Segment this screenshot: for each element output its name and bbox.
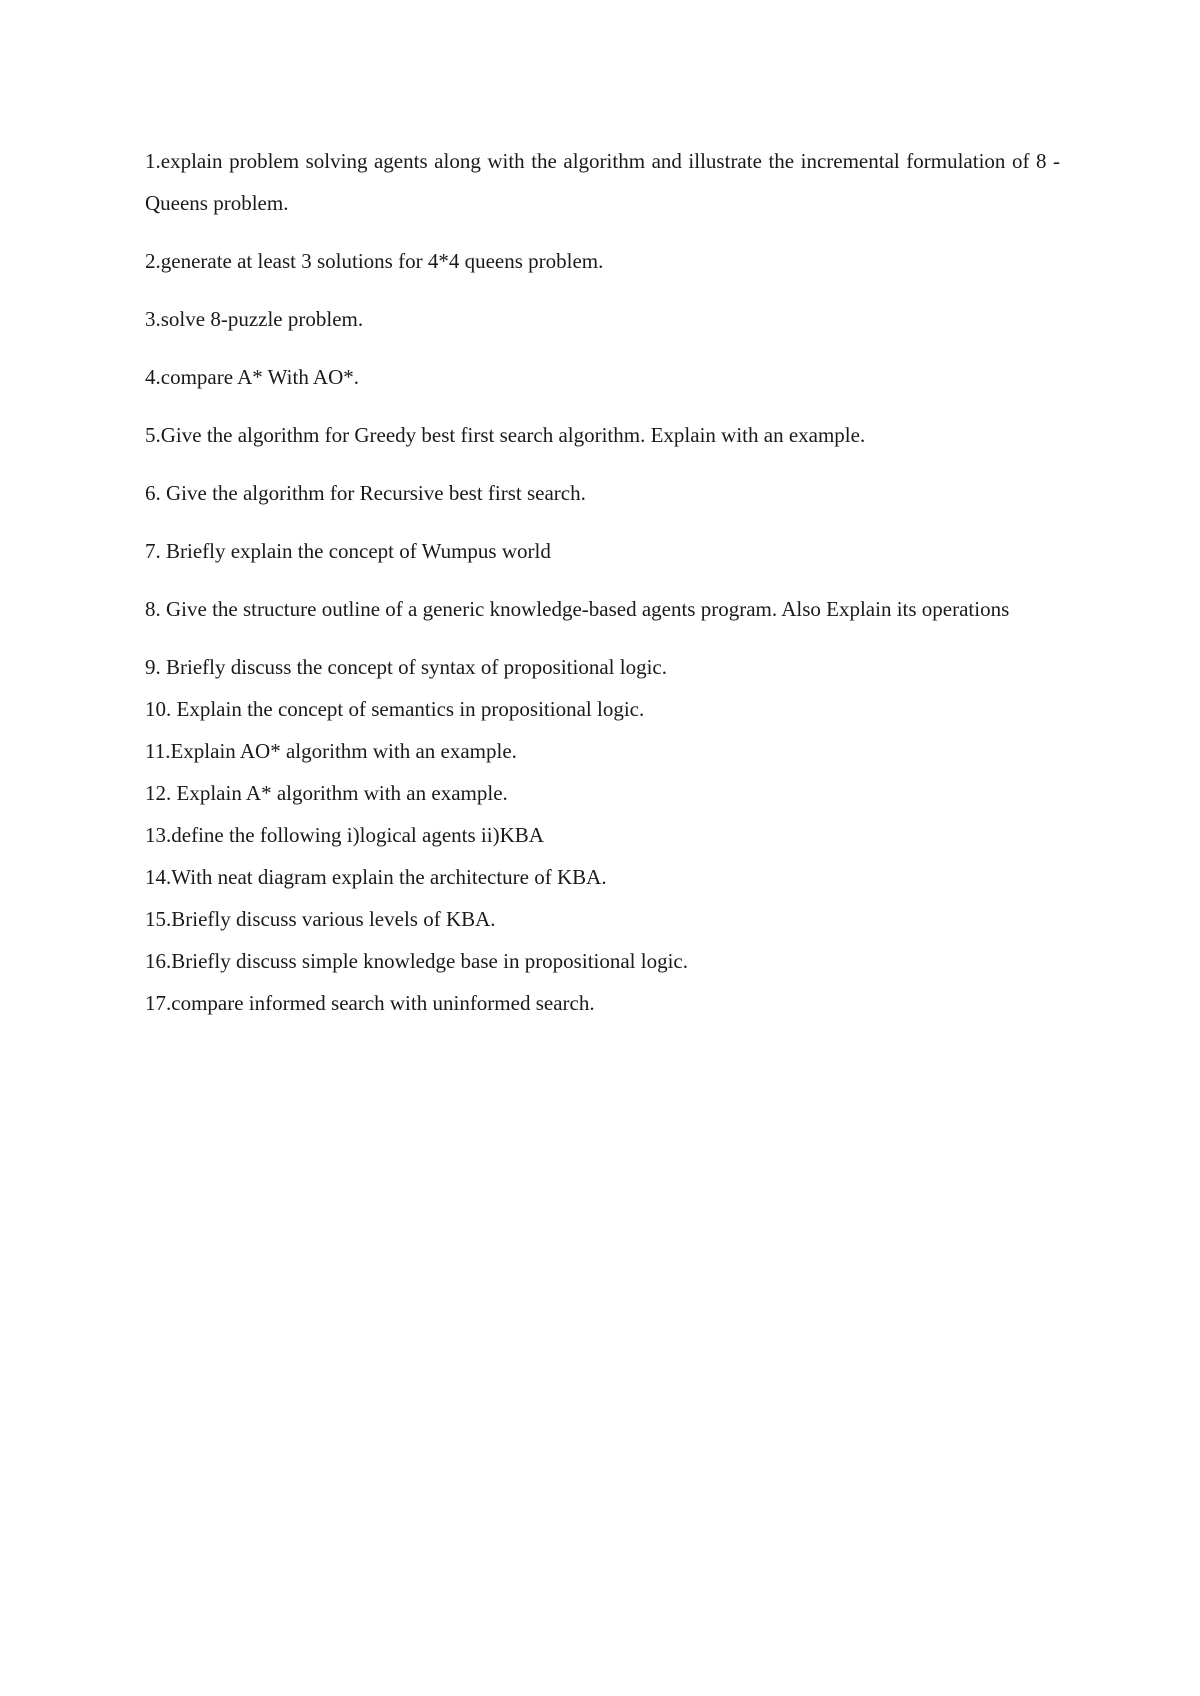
question-list — [145, 140, 1060, 1024]
question-item: 2.generate at least 3 solutions for 4*4 queens problem. — [145, 249, 604, 273]
question-item: 9. Briefly discuss the concept of syntax of propositional logic. — [145, 655, 667, 679]
question-item: 3.solve 8-puzzle problem. — [145, 307, 364, 331]
question-item: 13.define the following i)logical agents ii)KBA — [145, 823, 544, 847]
question-item: 5.Give the algorithm for Greedy best first search algorithm. Explain with an example. — [145, 423, 866, 447]
question-item: 8. Give the structure outline of a generic knowledge-based agents program. Also Explain its operations — [145, 597, 1010, 621]
question-item: 12. Explain A* algorithm with an example. — [145, 781, 508, 805]
question-item: 17.compare informed search with uninformed search. — [145, 991, 595, 1015]
question-item: 10. Explain the concept of semantics in propositional logic. — [145, 697, 645, 721]
question-item: 6. Give the algorithm for Recursive best first search. — [145, 481, 586, 505]
question-item: 15.Briefly discuss various levels of KBA. — [145, 907, 496, 931]
question-item: 7. Briefly explain the concept of Wumpus world — [145, 539, 551, 563]
question-item: 16.Briefly discuss simple knowledge base in propositional logic. — [145, 949, 689, 973]
question-item: 14.With neat diagram explain the architecture of KBA. — [145, 865, 607, 889]
question-item: 1.explain problem solving agents along with the algorithm and illustrate the incremental formulation of 8 -Queens problem. — [145, 149, 1060, 215]
question-item: 11.Explain AO* algorithm with an example. — [145, 739, 517, 763]
question-item: 4.compare A* With AO*. — [145, 365, 359, 389]
